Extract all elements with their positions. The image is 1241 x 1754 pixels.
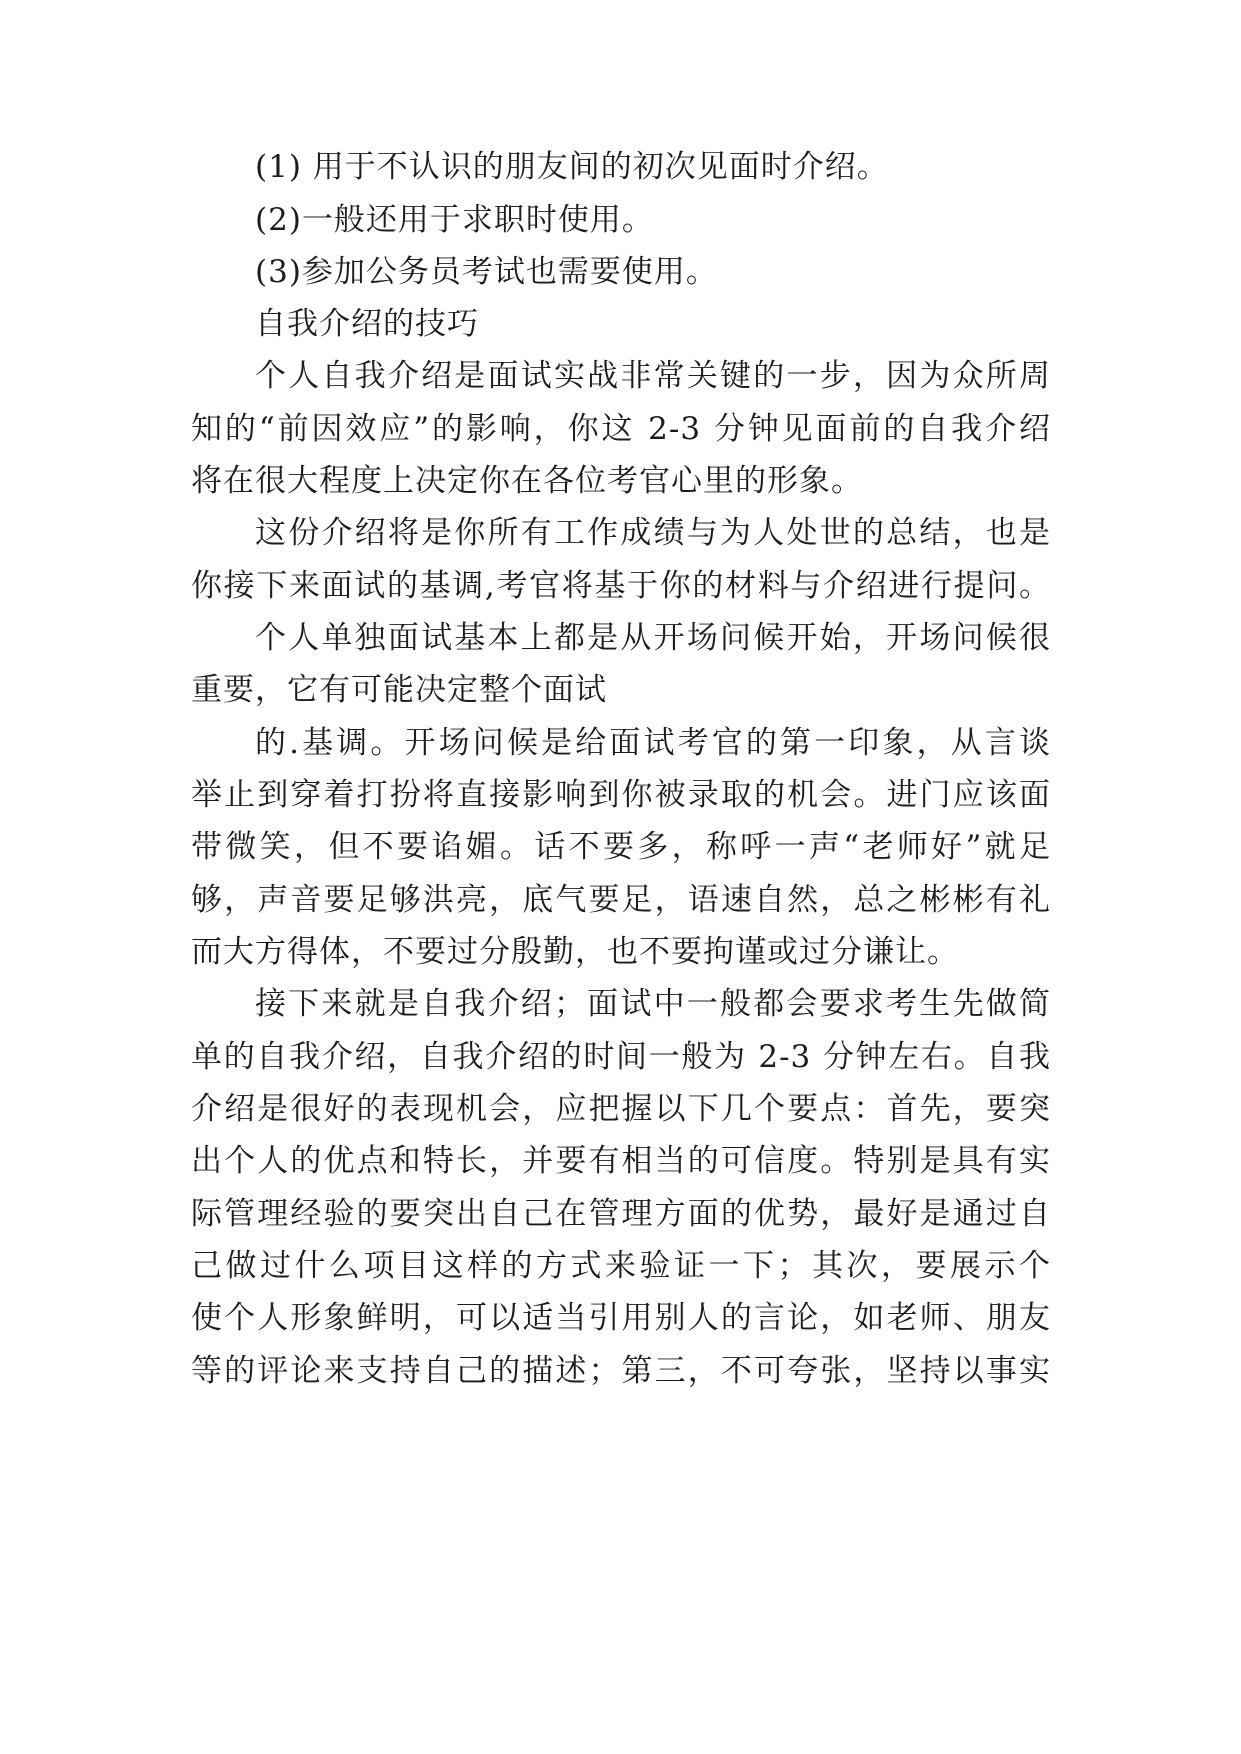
paragraph-line: 个人单独面试基本上都是从开场问候开始，开场问候很 bbox=[255, 620, 1051, 656]
paragraph-line: 介绍是很好的表现机会，应把握以下几个要点：首先，要突 bbox=[191, 1091, 1051, 1127]
section-heading: 自我介绍的技巧 bbox=[255, 306, 479, 342]
paragraph-line: 使个人形象鲜明，可以适当引用别人的言论，如老师、朋友 bbox=[191, 1300, 1051, 1336]
list-item-1: (1) 用于不认识的朋友间的初次见面时介绍。 bbox=[255, 149, 889, 185]
paragraph-line: 己做过什么项目这样的方式来验证一下；其次，要展示个 bbox=[191, 1248, 1051, 1284]
paragraph-line: 够，声音要足够洪亮，底气要足，语速自然，总之彬彬有礼 bbox=[191, 882, 1051, 918]
paragraph-line: 举止到穿着打扮将直接影响到你被录取的机会。进门应该面 bbox=[191, 777, 1051, 813]
paragraph-line: 等的评论来支持自己的描述；第三，不可夸张，坚持以事实 bbox=[191, 1353, 1051, 1389]
paragraph-line: 将在很大程度上决定你在各位考官心里的形象。 bbox=[191, 463, 863, 499]
paragraph-line: 个人自我介绍是面试实战非常关键的一步，因为众所周 bbox=[255, 358, 1051, 394]
paragraph-line: 单的自我介绍，自我介绍的时间一般为 2-3 分钟左右。自我 bbox=[191, 1039, 1051, 1075]
paragraph-line: 的.基调。开场问候是给面试考官的第一印象，从言谈 bbox=[255, 725, 1051, 761]
paragraph-line: 而大方得体，不要过分殷勤，也不要拘谨或过分谦让。 bbox=[191, 934, 959, 970]
list-item-3: (3)参加公务员考试也需要使用。 bbox=[255, 254, 718, 290]
paragraph-line: 带微笑，但不要谄媚。话不要多，称呼一声“老师好”就足 bbox=[191, 829, 1051, 865]
paragraph-line: 知的“前因效应”的影响，你这 2-3 分钟见面前的自我介绍 bbox=[191, 411, 1051, 447]
paragraph-line: 重要，它有可能决定整个面试 bbox=[191, 672, 607, 708]
paragraph-line: 出个人的优点和特长，并要有相当的可信度。特别是具有实 bbox=[191, 1143, 1051, 1179]
list-item-2: (2)一般还用于求职时使用。 bbox=[255, 202, 654, 238]
paragraph-line: 这份介绍将是你所有工作成绩与为人处世的总结，也是 bbox=[255, 515, 1051, 551]
paragraph-line: 接下来就是自我介绍；面试中一般都会要求考生先做简 bbox=[255, 986, 1051, 1022]
paragraph-line: 际管理经验的要突出自己在管理方面的优势，最好是通过自 bbox=[191, 1196, 1051, 1232]
paragraph-line: 你接下来面试的基调,考官将基于你的材料与介绍进行提问。 bbox=[191, 568, 1051, 604]
